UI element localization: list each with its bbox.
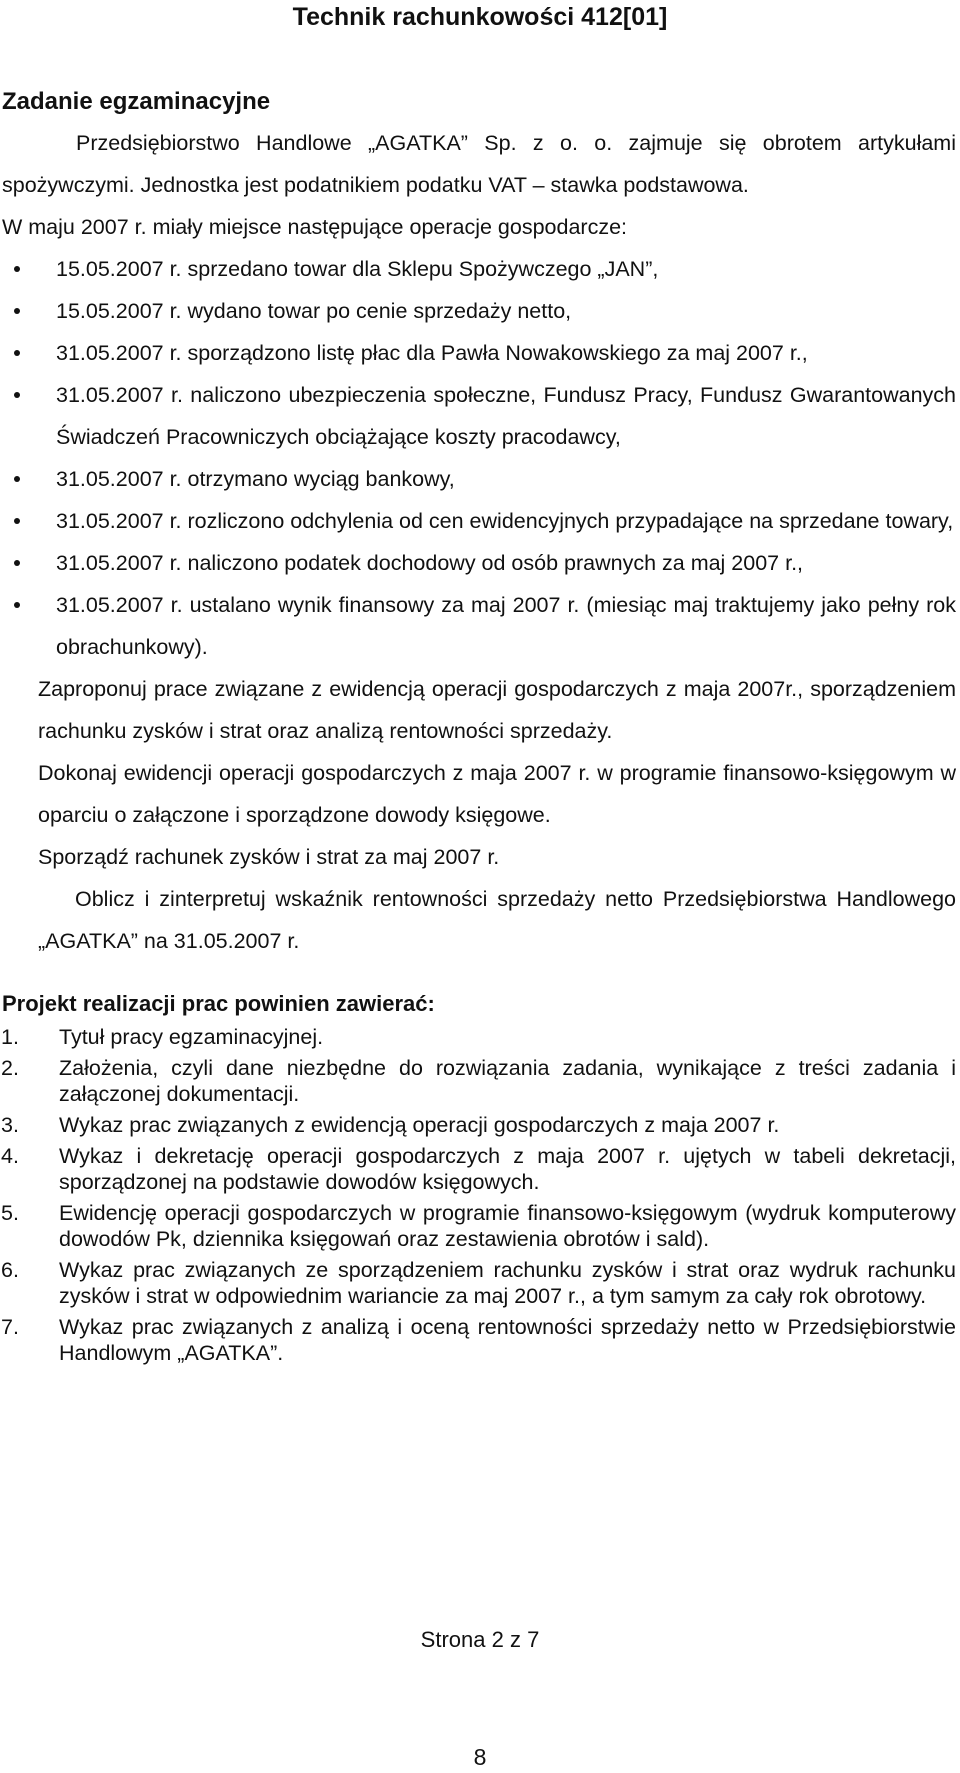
bullet-icon (14, 308, 20, 314)
item-number: 2. (1, 1056, 19, 1080)
operations-list (0, 248, 960, 668)
item-number: 4. (1, 1144, 19, 1168)
document-body (0, 82, 960, 1371)
operation-item (56, 290, 956, 332)
bullet-icon (14, 602, 20, 608)
bullet-icon (14, 266, 20, 272)
operation-text: 15.05.2007 r. wydano towar po cenie sprzedaży netto, (56, 299, 572, 323)
item-number: 5. (1, 1201, 19, 1225)
operation-text: 31.05.2007 r. otrzymano wyciąg bankowy, (56, 467, 455, 491)
bullet-icon (14, 560, 20, 566)
operation-item (56, 458, 956, 500)
bullet-icon (14, 476, 20, 482)
project-item (1, 1257, 956, 1309)
project-item (1, 1112, 956, 1138)
operation-item (56, 500, 956, 542)
operation-text: 31.05.2007 r. rozliczono odchylenia od cen ewidencyjnych przypadające na sprzedane towary, (56, 509, 954, 533)
project-item (1, 1143, 956, 1195)
task-intro (0, 122, 960, 248)
operation-item (56, 248, 956, 290)
project-title: Projekt realizacji prac powinien zawierać: (2, 991, 435, 1016)
task-title: Zadanie egzaminacyjne (2, 88, 271, 115)
page-indicator: Strona 2 z 7 (420, 1627, 540, 1652)
operation-text: 15.05.2007 r. sprzedano towar dla Sklepu Spożywczego „JAN”, (56, 257, 659, 281)
operation-text: 31.05.2007 r. sporządzono listę płac dla Pawła Nowakowskiego za maj 2007 r., (56, 341, 808, 365)
header-title: Technik rachunkowości 412[01] (292, 3, 668, 31)
project-item (1, 1200, 956, 1252)
instruction-paragraph: Zaproponuj prace związane z ewidencją operacji gospodarczych z maja 2007r., sporządzeniem rachunku zysków i strat oraz analizą rentowności sprzedaży. (38, 677, 956, 743)
item-number: 3. (1, 1113, 19, 1137)
item-text: Wykaz prac związanych z ewidencją operacji gospodarczych z maja 2007 r. (59, 1113, 780, 1137)
operation-text: 31.05.2007 r. ustalano wynik finansowy za maj 2007 r. (miesiąc maj traktujemy jako pełny rok obrachunkowy). (56, 593, 956, 659)
document-header (0, 0, 960, 33)
bullet-icon (14, 350, 20, 356)
instruction-paragraph: Oblicz i zinterpretuj wskaźnik rentowności sprzedaży netto Przedsiębiorstwa Handlowego „AGATKA” na 31.05.2007 r. (38, 887, 956, 953)
item-text: Ewidencję operacji gospodarczych w programie finansowo-księgowym (wydruk komputerowy dowodów Pk, dziennika księgowań oraz zestawienia obrotów i sald). (59, 1201, 956, 1251)
page-number: 8 (473, 1744, 487, 1770)
item-text: Tytuł pracy egzaminacyjnej. (59, 1025, 324, 1049)
instruction-paragraph: Dokonaj ewidencji operacji gospodarczych z maja 2007 r. w programie finansowo-księgowym w oparciu o załączone i sporządzone dowody księgowe. (38, 761, 956, 827)
task-instructions (0, 668, 960, 962)
item-text: Wykaz i dekretację operacji gospodarczych z maja 2007 r. ujętych w tabeli dekretacji, sporządzonej na podstawie dowodów księgowych. (59, 1144, 956, 1194)
project-item (1, 1024, 956, 1050)
item-number: 6. (1, 1258, 19, 1282)
operation-item (56, 542, 956, 584)
instruction-paragraph: Sporządź rachunek zysków i strat za maj 2007 r. (38, 845, 500, 869)
project-items-list (0, 1024, 960, 1366)
bullet-icon (14, 392, 20, 398)
operation-item (56, 332, 956, 374)
operation-item (56, 584, 956, 668)
item-text: Wykaz prac związanych z analizą i oceną rentowności sprzedaży netto w Przedsiębiorstwie Handlowym „AGATKA”. (59, 1315, 956, 1365)
operation-text: 31.05.2007 r. naliczono podatek dochodowy od osób prawnych za maj 2007 r., (56, 551, 804, 575)
intro-paragraph: W maju 2007 r. miały miejsce następujące operacje gospodarcze: (2, 215, 628, 239)
item-number: 1. (1, 1025, 19, 1049)
project-item (1, 1314, 956, 1366)
item-text: Wykaz prac związanych ze sporządzeniem rachunku zysków i strat oraz wydruk rachunku zysków i strat w odpowiednim wariancie za maj 2007 r., a tym samym za cały rok obrotowy. (59, 1258, 956, 1308)
project-item (1, 1055, 956, 1107)
operation-item (56, 374, 956, 458)
bullet-icon (14, 518, 20, 524)
intro-paragraph: Przedsiębiorstwo Handlowe „AGATKA” Sp. z o. o. zajmuje się obrotem artykułami spożywczymi. Jednostka jest podatnikiem podatku VAT – stawka podstawowa. (2, 131, 956, 197)
item-number: 7. (1, 1315, 19, 1339)
operation-text: 31.05.2007 r. naliczono ubezpieczenia społeczne, Fundusz Pracy, Fundusz Gwarantowanych Świadczeń Pracowniczych obciążające koszty pracodawcy, (56, 383, 956, 449)
item-text: Założenia, czyli dane niezbędne do rozwiązania zadania, wynikające z treści zadania i załączonej dokumentacji. (59, 1056, 956, 1106)
